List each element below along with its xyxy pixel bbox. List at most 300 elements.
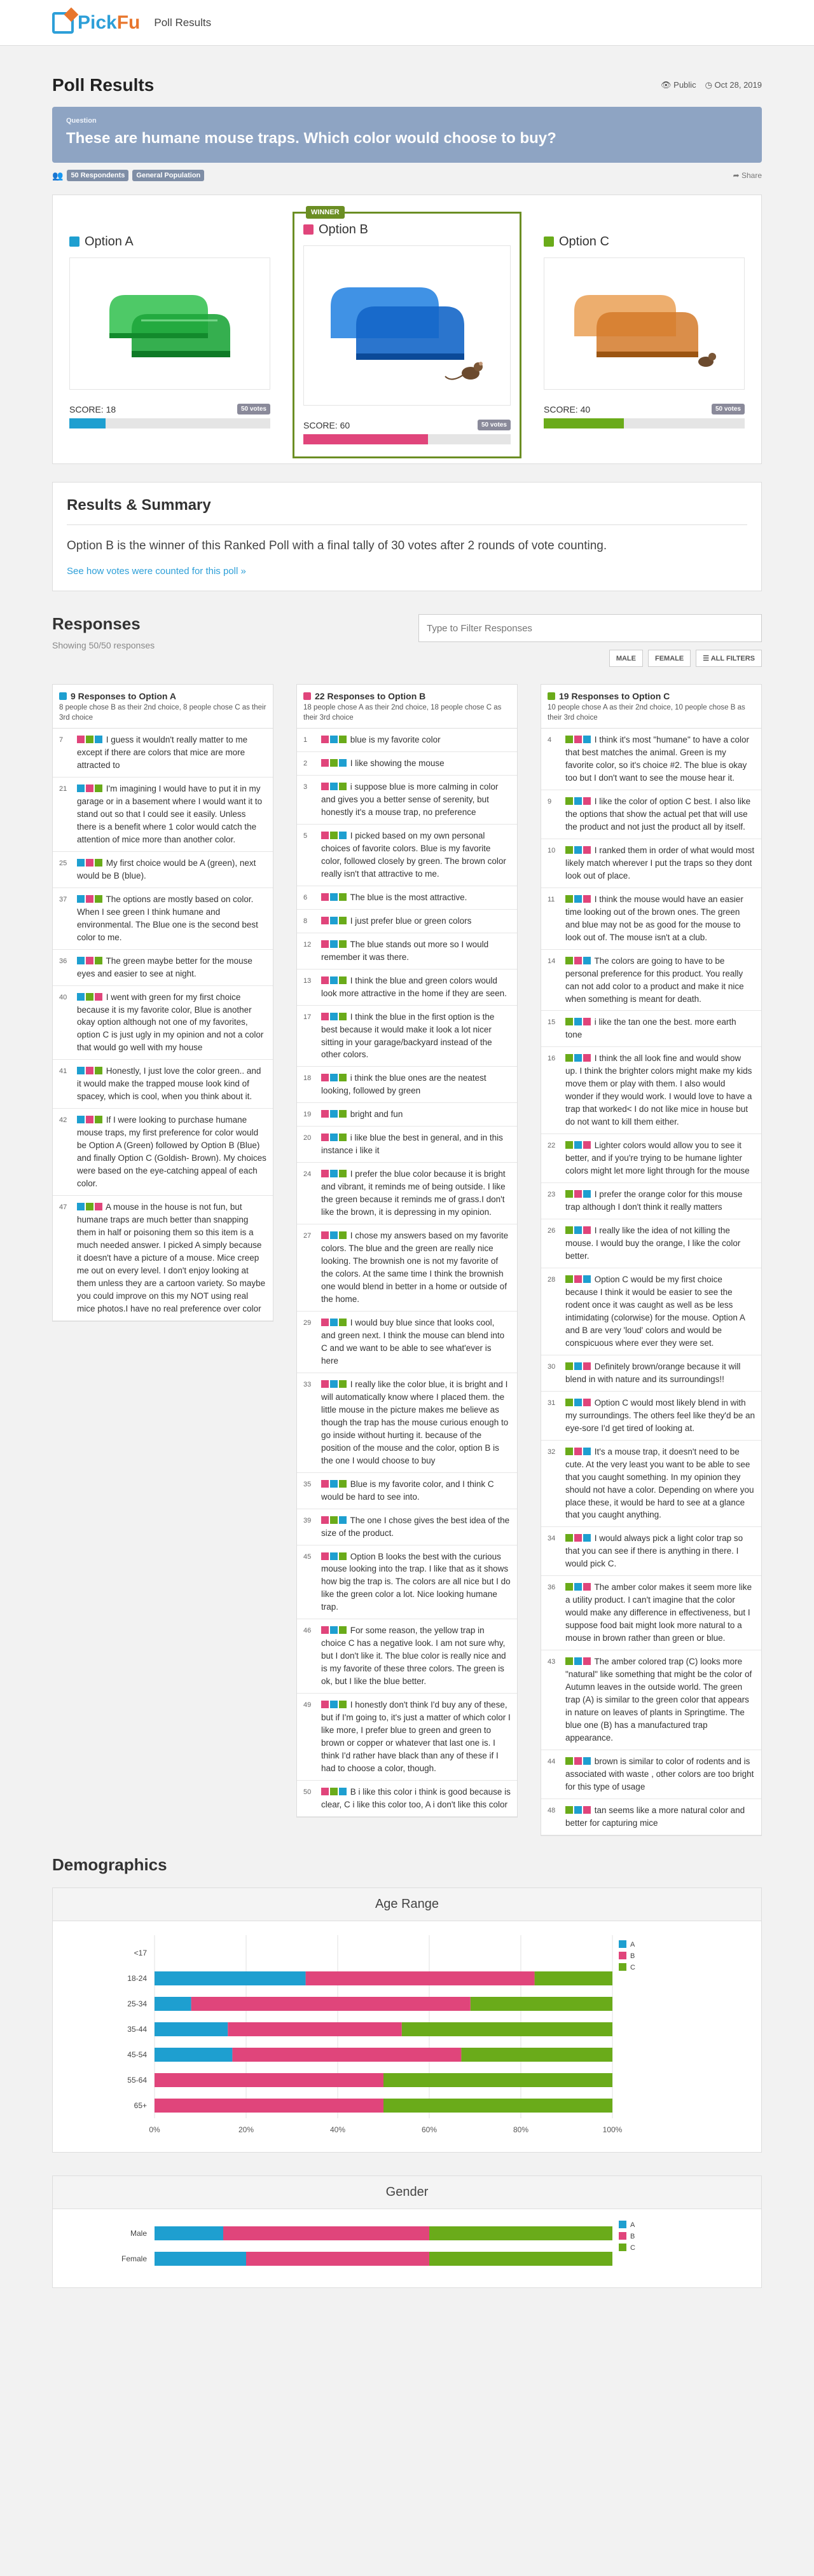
respondent-number: 30 bbox=[548, 1362, 556, 1371]
rank-1-square bbox=[565, 1190, 573, 1198]
respondent-number: 1 bbox=[303, 736, 308, 744]
rank-1-square bbox=[321, 1552, 329, 1560]
rank-2-square bbox=[86, 1067, 93, 1074]
respondent-number: 21 bbox=[59, 784, 67, 793]
rank-1-square bbox=[565, 957, 573, 964]
response-text: bright and fun bbox=[350, 1109, 403, 1120]
response-item bbox=[541, 1527, 761, 1576]
options-panel bbox=[52, 195, 762, 464]
demographics-title: Demographics bbox=[52, 1854, 167, 1874]
respondent-number: 7 bbox=[59, 736, 64, 744]
response-item bbox=[297, 969, 517, 1006]
respondent-number: 43 bbox=[548, 1658, 556, 1666]
rank-1-square bbox=[321, 1319, 329, 1326]
response-body bbox=[565, 844, 755, 882]
rank-2-square bbox=[330, 1626, 338, 1634]
rank-1-square bbox=[565, 1226, 573, 1234]
respondent-number: 37 bbox=[59, 895, 67, 903]
option-a-image[interactable] bbox=[69, 257, 270, 390]
column-title-text: 19 Responses to Option C bbox=[559, 691, 670, 701]
rank-1-square bbox=[77, 1067, 85, 1074]
response-body bbox=[77, 893, 266, 944]
bar-segment-b[interactable] bbox=[155, 2099, 383, 2113]
rank-3-square bbox=[339, 893, 347, 901]
clock-icon: ◷ bbox=[705, 80, 715, 90]
bar-segment-a[interactable] bbox=[155, 2252, 246, 2266]
response-item bbox=[297, 752, 517, 776]
rank-1-square bbox=[321, 832, 329, 839]
age-range-chart bbox=[53, 1921, 761, 2150]
column-color-square bbox=[303, 692, 311, 700]
category-label: 55-64 bbox=[127, 2075, 147, 2085]
bar-segment-b[interactable] bbox=[306, 1971, 535, 1985]
rank-1-square bbox=[77, 1203, 85, 1210]
legend-swatch bbox=[619, 2232, 626, 2240]
bar-segment-b[interactable] bbox=[246, 2252, 429, 2266]
pickfu-logo[interactable] bbox=[52, 12, 140, 34]
rank-1-square bbox=[565, 1534, 573, 1542]
column-title-text: 22 Responses to Option B bbox=[315, 691, 426, 701]
column-header bbox=[297, 685, 517, 729]
bar-segment-c[interactable] bbox=[535, 1971, 612, 1985]
rank-3-square bbox=[339, 1013, 347, 1020]
rank-1-square bbox=[565, 1054, 573, 1062]
rank-3-square bbox=[583, 1657, 591, 1665]
column-subtitle: 10 people chose A as their 2nd choice, 10 people chose B as their 3rd choice bbox=[548, 704, 745, 722]
response-item bbox=[53, 1060, 273, 1109]
rank-3-square bbox=[339, 1552, 347, 1560]
gender-chart bbox=[53, 2209, 761, 2285]
rank-1-square bbox=[321, 1134, 329, 1141]
share-link[interactable] bbox=[733, 171, 762, 180]
responses-column-a bbox=[52, 684, 273, 1322]
rank-2-square bbox=[330, 832, 338, 839]
response-body bbox=[321, 1072, 511, 1097]
rank-1-square bbox=[321, 1480, 329, 1488]
response-body bbox=[321, 1108, 511, 1121]
respondent-number: 11 bbox=[548, 895, 555, 903]
option-card-a[interactable] bbox=[67, 224, 273, 441]
all-filters-label: ALL FILTERS bbox=[710, 655, 755, 662]
bar-segment-a[interactable] bbox=[155, 2022, 228, 2036]
rank-2-square bbox=[574, 1018, 582, 1025]
filter-responses-input[interactable] bbox=[418, 614, 762, 642]
demographics-section bbox=[52, 1855, 762, 2288]
option-c-color-square bbox=[544, 236, 554, 247]
response-text: I just prefer blue or green colors bbox=[350, 915, 472, 926]
respondent-number: 46 bbox=[303, 1627, 312, 1635]
rank-3-square bbox=[339, 1480, 347, 1488]
response-body bbox=[77, 991, 266, 1055]
category-label: 25-34 bbox=[127, 1999, 147, 2008]
option-a-score bbox=[69, 404, 116, 414]
response-item bbox=[297, 1473, 517, 1509]
bar-segment-c[interactable] bbox=[461, 2048, 612, 2062]
rank-1-square bbox=[565, 1141, 573, 1149]
rank-2-square bbox=[86, 859, 93, 867]
rank-2-square bbox=[330, 1231, 338, 1239]
bar-segment-a[interactable] bbox=[155, 2048, 232, 2062]
rank-2-square bbox=[330, 940, 338, 948]
response-item bbox=[53, 950, 273, 986]
option-b-score bbox=[303, 420, 350, 430]
response-text: I'm imagining I would have to put it in my garage or in a basement where I would want it to stand out so that I could see it easily. Unless there is a benefit where 1 color would catch the attention of mice more than another color. bbox=[77, 783, 263, 844]
response-text: i suppose blue is more calming in color and gives you a better sense of serenity, but honestly it's a mouse trap, no preference bbox=[321, 781, 499, 817]
response-text: I think the all look fine and would show up. I think the brighter colors might make my kids move them or play with them. I also would wonder if they would work. I would love to have a trap that worked< I do not like mice in house but do not want to kill them either. bbox=[565, 1053, 752, 1127]
option-b-score-fill bbox=[303, 434, 428, 444]
score-value: 18 bbox=[106, 404, 116, 414]
share-icon: ➦ bbox=[733, 171, 742, 180]
option-a-score-fill bbox=[69, 418, 106, 428]
response-text: I went with green for my first choice because it is my favorite color, Blue is another okay option although not one of my favorites, option C is just ugly in my opinion and not a color that would go well with my house bbox=[77, 992, 264, 1053]
rank-3-square bbox=[95, 736, 102, 743]
responses-title: Responses bbox=[52, 614, 141, 633]
respondent-number: 34 bbox=[548, 1535, 556, 1543]
bar-segment-a[interactable] bbox=[155, 1971, 306, 1985]
respondent-number: 5 bbox=[303, 832, 308, 840]
rank-1-square bbox=[321, 976, 329, 984]
age-range-chart-card bbox=[52, 1887, 762, 2153]
respondent-number: 12 bbox=[303, 940, 312, 949]
response-item bbox=[53, 729, 273, 778]
respondent-number: 31 bbox=[548, 1399, 556, 1407]
top-bar bbox=[0, 0, 814, 46]
x-tick-label: 60% bbox=[421, 2125, 438, 2134]
response-text: I would buy blue since that looks cool, and green next. I think the mouse can blend into C and we want to be able to see what'ever is here bbox=[321, 1317, 505, 1366]
response-body bbox=[321, 1624, 511, 1688]
summary-text: Option B is the winner of this Ranked Poll with a final tally of 30 votes after 2 rounds of vote counting. bbox=[67, 539, 607, 552]
response-item bbox=[297, 910, 517, 933]
rank-3-square bbox=[339, 1134, 347, 1141]
response-text: i think the blue ones are the neatest looking, followed by green bbox=[321, 1073, 486, 1096]
response-body bbox=[321, 938, 511, 964]
rank-3-square bbox=[339, 1788, 347, 1795]
rank-2-square bbox=[574, 1657, 582, 1665]
option-b-image[interactable] bbox=[303, 245, 511, 406]
respondent-number: 19 bbox=[303, 1111, 312, 1119]
respondent-number: 29 bbox=[303, 1319, 312, 1327]
rank-2-square bbox=[86, 895, 93, 903]
summary-title: Results & Summary bbox=[67, 497, 747, 525]
rank-3-square bbox=[95, 1116, 102, 1123]
response-item bbox=[297, 1224, 517, 1312]
population-tag[interactable]: General Population bbox=[132, 170, 204, 181]
female-filter-button[interactable]: FEMALE bbox=[648, 650, 691, 667]
response-text: I prefer the orange color for this mouse trap although I don't think it really matters bbox=[565, 1189, 743, 1212]
bar-segment-a[interactable] bbox=[155, 2226, 223, 2240]
response-item bbox=[53, 778, 273, 852]
respondents-tag[interactable]: 50 Respondents bbox=[67, 170, 128, 181]
rank-3-square bbox=[95, 1067, 102, 1074]
rank-3-square bbox=[583, 1806, 591, 1814]
legend-label: C bbox=[630, 2244, 635, 2252]
question-box bbox=[52, 107, 762, 163]
rank-2-square bbox=[574, 1534, 582, 1542]
rank-3-square bbox=[339, 1110, 347, 1118]
response-body bbox=[565, 1446, 755, 1522]
response-text: If I were looking to purchase humane mouse traps, my first preference for color would be Option A (Green) followed by Option B (Blue) and finally Option C (Goldish- Brown). My choices were based on the eye-catching appeal of each color. bbox=[77, 1115, 266, 1189]
rank-3-square bbox=[583, 1275, 591, 1283]
legend-swatch bbox=[619, 2244, 626, 2251]
response-text: B i like this color i think is good because is clear, C i like this color too, A i don't like this color bbox=[321, 1787, 511, 1809]
respondent-number: 14 bbox=[548, 957, 556, 965]
response-item bbox=[541, 1441, 761, 1528]
rank-1-square bbox=[565, 895, 573, 903]
response-text: I really like the color blue, it is bright and I will automatically know where I placed them. the little mouse in the picture makes me believe as though the trap has the mouse curious enough to go inside without hurting it. because of the position of the mouse and the color, option B is the one I would choose to buy bbox=[321, 1379, 509, 1465]
response-item bbox=[541, 1268, 761, 1355]
response-item bbox=[541, 1047, 761, 1134]
response-body bbox=[321, 734, 511, 746]
page-title: Poll Results bbox=[52, 75, 155, 95]
rank-3-square bbox=[339, 1701, 347, 1708]
rank-3-square bbox=[583, 1226, 591, 1234]
response-body bbox=[321, 830, 511, 880]
rank-2-square bbox=[574, 1275, 582, 1283]
respondent-number: 18 bbox=[303, 1074, 312, 1083]
response-item bbox=[541, 950, 761, 1011]
rank-1-square bbox=[321, 759, 329, 767]
response-item bbox=[541, 1392, 761, 1441]
respondent-number: 32 bbox=[548, 1448, 556, 1456]
score-label: SCORE: bbox=[303, 420, 338, 430]
response-body bbox=[321, 1168, 511, 1219]
response-item bbox=[297, 933, 517, 969]
response-text: I picked based on my own personal choices of favorite colors. Blue is my favorite color, followed closely by green. The brown color really isn't that attractive to me. bbox=[321, 830, 506, 879]
option-c-votes: 50 votes bbox=[712, 404, 745, 414]
bar-segment-c[interactable] bbox=[383, 2073, 612, 2087]
rank-3-square bbox=[339, 1170, 347, 1177]
respondent-number: 16 bbox=[548, 1055, 556, 1063]
column-title bbox=[59, 691, 266, 701]
response-body bbox=[565, 1397, 755, 1435]
rank-2-square bbox=[86, 736, 93, 743]
respondent-number: 15 bbox=[548, 1018, 556, 1027]
respondent-number: 20 bbox=[303, 1134, 312, 1142]
rank-1-square bbox=[565, 1657, 573, 1665]
response-text: Option B looks the best with the curious mouse looking into the trap. I like that as it shows how big the trap is. The colors are all nice but I do like the green color a lot. Nice looking humane trap. bbox=[321, 1551, 511, 1612]
question-label: Question bbox=[66, 117, 97, 125]
bar-segment-c[interactable] bbox=[402, 2022, 612, 2036]
bar-segment-b[interactable] bbox=[232, 2048, 461, 2062]
bar-segment-b[interactable] bbox=[228, 2022, 402, 2036]
option-a-score-bar bbox=[69, 418, 270, 428]
rank-1-square bbox=[77, 993, 85, 1001]
bar-segment-c[interactable] bbox=[471, 1997, 612, 2011]
column-title bbox=[548, 691, 755, 701]
score-label: SCORE: bbox=[69, 404, 104, 414]
response-body bbox=[321, 1699, 511, 1775]
response-body bbox=[321, 1786, 511, 1811]
rank-1-square bbox=[321, 917, 329, 924]
response-item bbox=[541, 888, 761, 950]
rank-3-square bbox=[339, 832, 347, 839]
rank-3-square bbox=[583, 1018, 591, 1025]
rank-1-square bbox=[77, 736, 85, 743]
rank-1-square bbox=[321, 1516, 329, 1524]
rank-2-square bbox=[574, 1362, 582, 1370]
response-body bbox=[77, 734, 266, 772]
response-body bbox=[77, 955, 266, 980]
response-text: Option C would be my first choice because I think it would be easier to see the rodent once it was caught as well as be less intimidating (colorwise) for the mouse. Option A and B are very 'loud' colors and would be conspicuous where ever they were set. bbox=[565, 1274, 745, 1348]
option-c-score bbox=[544, 404, 590, 414]
response-item bbox=[53, 1109, 273, 1196]
response-body bbox=[77, 783, 266, 846]
topbar-title: Poll Results bbox=[154, 16, 212, 29]
legend-label: B bbox=[630, 1952, 635, 1960]
response-body bbox=[565, 1188, 755, 1214]
rank-3-square bbox=[583, 846, 591, 854]
x-tick-label: 80% bbox=[513, 2125, 529, 2134]
share-label: Share bbox=[741, 171, 762, 180]
response-text: tan seems like a more natural color and better for capturing mice bbox=[565, 1805, 745, 1828]
response-body bbox=[565, 1139, 755, 1177]
response-item bbox=[297, 1545, 517, 1620]
rank-2-square bbox=[330, 759, 338, 767]
option-a-votes: 50 votes bbox=[237, 404, 270, 414]
rank-1-square bbox=[77, 784, 85, 792]
response-item bbox=[541, 1799, 761, 1835]
rank-3-square bbox=[583, 1757, 591, 1765]
x-tick-label: 20% bbox=[238, 2125, 254, 2134]
response-item bbox=[297, 1067, 517, 1103]
response-body bbox=[565, 1273, 755, 1350]
response-text: Definitely brown/orange because it will blend in with nature and its surroundings!! bbox=[565, 1361, 741, 1384]
respondent-number: 3 bbox=[303, 783, 308, 791]
x-tick-label: 40% bbox=[329, 2125, 346, 2134]
response-body bbox=[565, 1581, 755, 1645]
option-b-score-bar bbox=[303, 434, 511, 444]
category-label: 45-54 bbox=[127, 2050, 147, 2059]
respondent-number: 8 bbox=[303, 917, 308, 925]
rank-1-square bbox=[321, 940, 329, 948]
rank-2-square bbox=[86, 957, 93, 964]
response-text: I think it's most "humane" to have a color that best matches the animal. Green is my favorite color, so it's choice #2. The blue is okay too but I don't want to see the mouse hear it. bbox=[565, 735, 750, 783]
response-text: For some reason, the yellow trap in choice C has a negative look. I am not sure why, but I don't like it. The blue color is really nice and is my favorite of these three colors. The green is ok, but I like the blue better. bbox=[321, 1626, 506, 1687]
x-tick-label: 0% bbox=[149, 2125, 160, 2134]
respondent-number: 25 bbox=[59, 859, 67, 867]
response-text: I think the mouse would have an easier time looking out of the brown ones. The green and blue may not be as good for the mouse to look out of. The mouse isn't at a club. bbox=[565, 894, 743, 942]
responses-column-b bbox=[296, 684, 518, 1818]
column-header bbox=[541, 685, 761, 729]
rank-3-square bbox=[339, 940, 347, 948]
response-item bbox=[541, 1650, 761, 1750]
response-body bbox=[321, 1514, 511, 1540]
response-text: I honestly don't think I'd buy any of these, but if I'm going to, it's just a matter of which color I like more, I prefer blue to green and green to brown or copper or whatever that last one is. I think I'd rather have black than any of these if I had to choose a color, though. bbox=[321, 1700, 511, 1774]
response-body bbox=[565, 734, 755, 784]
rank-3-square bbox=[339, 1516, 347, 1524]
response-text: The colors are going to have to be personal preference for this product. You really can not add color to a product and make it nice when something is meant for death. bbox=[565, 956, 744, 1004]
respondent-number: 45 bbox=[303, 1552, 312, 1561]
male-filter-button[interactable]: MALE bbox=[609, 650, 643, 667]
option-c-label: Option C bbox=[559, 234, 609, 249]
legend-swatch bbox=[619, 1952, 626, 1959]
respondent-number: 48 bbox=[548, 1806, 556, 1814]
rank-3-square bbox=[583, 957, 591, 964]
score-value: 40 bbox=[580, 404, 591, 414]
response-text: Lighter colors would allow you to see it better, and if you're trying to be humane lighter colors might let more light through for the mouse bbox=[565, 1141, 750, 1176]
legend-label: A bbox=[630, 1940, 635, 1949]
respondent-number: 36 bbox=[548, 1584, 556, 1592]
responses-count: Showing 50/50 responses bbox=[52, 640, 155, 650]
respondent-number: 9 bbox=[548, 797, 552, 805]
rank-2-square bbox=[574, 1583, 582, 1591]
bar-segment-a[interactable] bbox=[155, 1997, 191, 2011]
response-item bbox=[541, 1576, 761, 1650]
rank-1-square bbox=[565, 736, 573, 743]
column-subtitle: 8 people chose B as their 2nd choice, 8 people chose C as their 3rd choice bbox=[59, 704, 266, 722]
rank-3-square bbox=[339, 759, 347, 767]
rank-1-square bbox=[321, 1626, 329, 1634]
rank-3-square bbox=[583, 1054, 591, 1062]
response-text: brown is similar to color of rodents and is associated with waste , other colors are too bright for this type of usage bbox=[565, 1756, 754, 1792]
blue-trap-image bbox=[318, 262, 496, 389]
rank-1-square bbox=[565, 797, 573, 805]
response-text: The blue is the most attractive. bbox=[350, 892, 467, 902]
response-item bbox=[297, 1373, 517, 1473]
bar-segment-b[interactable] bbox=[155, 2073, 383, 2087]
response-body bbox=[321, 1132, 511, 1157]
rank-2-square bbox=[330, 893, 338, 901]
vote-count-link[interactable]: See how votes were counted for this poll » bbox=[67, 566, 246, 577]
bar-segment-c[interactable] bbox=[383, 2099, 612, 2113]
response-item bbox=[53, 1196, 273, 1321]
responses-column-c bbox=[541, 684, 762, 1836]
date-info bbox=[705, 80, 762, 90]
rank-1-square bbox=[565, 1757, 573, 1765]
option-c-image[interactable] bbox=[544, 257, 745, 390]
rank-1-square bbox=[321, 1380, 329, 1388]
option-card-b[interactable] bbox=[293, 209, 521, 458]
rank-1-square bbox=[565, 1362, 573, 1370]
logo-text-pick: Pick bbox=[78, 11, 117, 33]
bar-segment-c[interactable] bbox=[429, 2252, 612, 2266]
response-item bbox=[297, 1694, 517, 1781]
rank-3-square bbox=[339, 1074, 347, 1081]
rank-1-square bbox=[321, 736, 329, 743]
response-body bbox=[565, 1224, 755, 1263]
rank-2-square bbox=[574, 1399, 582, 1406]
response-item bbox=[297, 729, 517, 752]
bar-segment-b[interactable] bbox=[191, 1997, 471, 2011]
response-body bbox=[321, 781, 511, 819]
response-item bbox=[297, 825, 517, 886]
option-c-score-bar bbox=[544, 418, 745, 428]
response-item bbox=[297, 1781, 517, 1817]
category-label: 65+ bbox=[134, 2100, 147, 2110]
response-item bbox=[53, 852, 273, 888]
rank-1-square bbox=[321, 1170, 329, 1177]
rank-2-square bbox=[330, 783, 338, 790]
rank-2-square bbox=[574, 957, 582, 964]
all-filters-button[interactable] bbox=[696, 650, 762, 667]
bar-segment-b[interactable] bbox=[223, 2226, 429, 2240]
rank-2-square bbox=[574, 1054, 582, 1062]
logo-icon bbox=[52, 12, 74, 34]
option-card-c[interactable] bbox=[541, 224, 747, 441]
response-body bbox=[321, 915, 511, 928]
response-item bbox=[297, 1312, 517, 1373]
rank-1-square bbox=[321, 1231, 329, 1239]
rank-2-square bbox=[330, 1110, 338, 1118]
response-text: The amber color makes it seem more like a utility product. I can't imagine that the color would make any difference in effectiveness, but I suppose food bait might look more natural to a mouse in brown rather than green or blue. bbox=[565, 1582, 752, 1643]
category-label: 35-44 bbox=[127, 2024, 147, 2034]
respondent-number: 22 bbox=[548, 1142, 556, 1150]
rank-3-square bbox=[339, 1626, 347, 1634]
bar-segment-c[interactable] bbox=[429, 2226, 612, 2240]
response-item bbox=[541, 1134, 761, 1183]
rank-2-square bbox=[574, 797, 582, 805]
rank-3-square bbox=[339, 976, 347, 984]
